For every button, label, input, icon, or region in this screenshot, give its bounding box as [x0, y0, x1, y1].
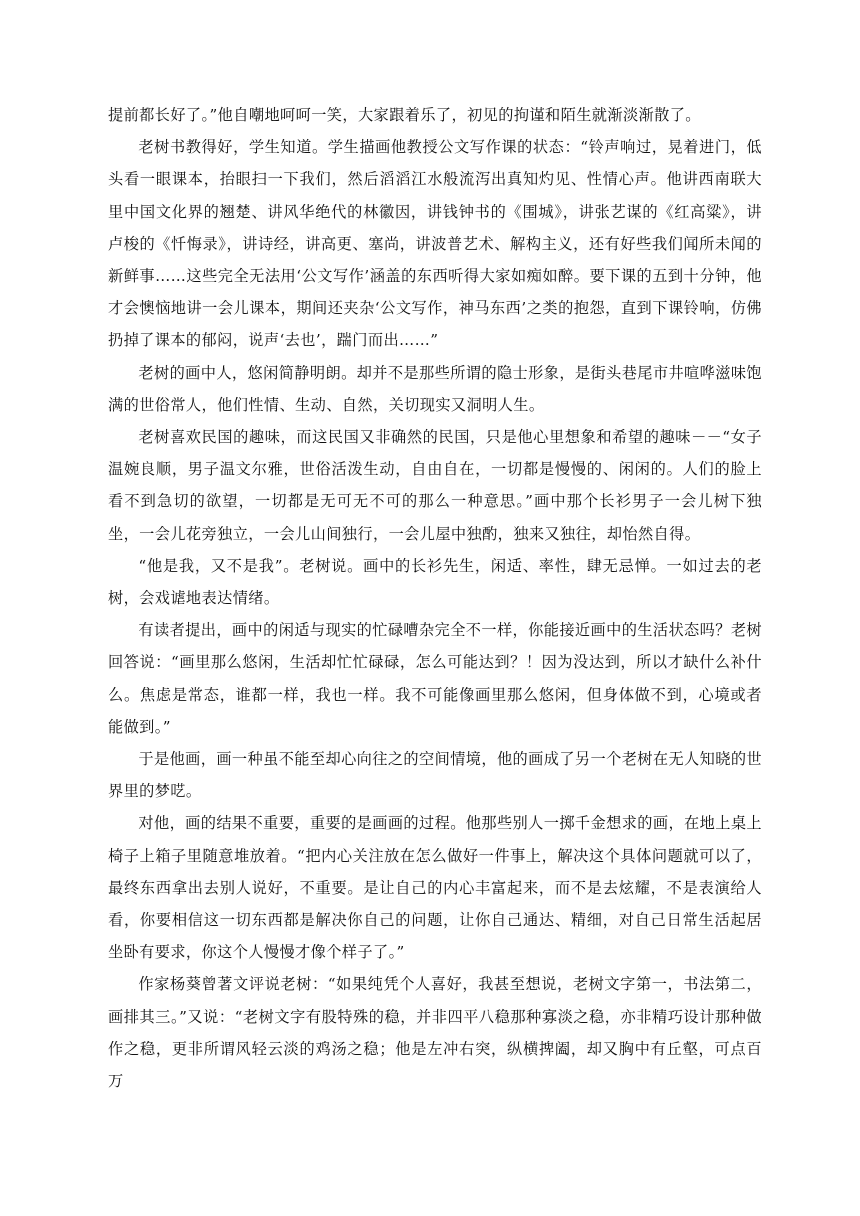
- paragraph-he-is-me: “他是我，又不是我”。老树说。画中的长衫先生，闲适、率性，肆无忌惮。一如过去的老树，会戏谑地表达情绪。: [108, 556, 762, 608]
- paragraph-republican-taste: 老树喜欢民国的趣味，而这民国又非确然的民国，只是他心里想象和希望的趣味－－“女子温婉良顺，男子温文尔雅，世俗活泼生动，自由自在，一切都是慢慢的、闲闲的。人们的脸上看不到急切的欲望，一切都是无可无不可的那么一种意思。”画中那个长衫男子一会儿树下独坐，一会儿花旁独立，一会儿山间独行，一会儿屋中独酌，独来又独往，却怡然自得。: [108, 428, 762, 543]
- paragraph-process-matters: 对他，画的结果不重要，重要的是画画的过程。他那些别人一掷千金想求的画，在地上桌上椅子上箱子里随意堆放着。“把内心关注放在怎么做好一件事上，解决这个具体问题就可以了，最终东西拿出去别人说好，不重要。是让自己的内心丰富起来，而不是去炫耀，不是表演给人看，你要相信这一切东西都是解决你自己的问题，让你自己通达、精细，对自己日常生活起居坐卧有要求，你这个人慢慢才像个样子了。”: [108, 814, 762, 962]
- paragraph-painting-dream: 于是他画，画一种虽不能至却心向往之的空间情境，他的画成了另一个老树在无人知晓的世界里的梦呓。: [108, 750, 762, 801]
- paragraph-yang-kui-review: 作家杨葵曾著文评说老树：“如果纯凭个人喜好，我甚至想说，老树文字第一，书法第二，画排其三。”又说：“老树文字有股特殊的稳，并非四平八稳那种寡淡之稳，亦非精巧设计那种做作之稳，更非所谓风轻云淡的鸡汤之稳；他是左冲右突，纵横捭阖，却又胸中有丘壑，可点百万: [108, 975, 762, 1091]
- paragraph-painted-figures: 老树的画中人，悠闲简静明朗。却并不是那些所谓的隐士形象，是街头巷尾市井喧哗滋味饱满的世俗常人，他们性情、生动、自然，关切现实又洞明人生。: [108, 363, 762, 414]
- article-body: [108, 99, 762, 1097]
- paragraph-teaching-style: 老树书教得好，学生知道。学生描画他教授公文写作课的状态：“铃声响过，晃着进门，低头看一眼课本，抬眼扫一下我们，然后滔滔江水般流泻出真知灼见、性情心声。他讲西南联大里中国文化界的翘楚、讲风华绝代的林徽因，讲钱钟书的《围城》，讲张艺谋的《红高粱》，讲卢梭的《忏悔录》，讲诗经，讲高更、塞尚，讲波普艺术、解构主义，还有好些我们闻所未闻的新鲜事……这些完全无法用‘公文写作’涵盖的东西听得大家如痴如醉。要下课的五到十分钟，他才会懊恼地讲一会儿课本，期间还夹杂‘公文写作，神马东西’之类的抱怨，直到下课铃响，仿佛扔掉了课本的郁闷，说声‘去也’，踹门而出……”: [108, 138, 762, 350]
- paragraph-reader-question: 有读者提出，画中的闲适与现实的忙碌嘈杂完全不一样，你能接近画中的生活状态吗？老树回答说：“画里那么悠闲，生活却忙忙碌碌，怎么可能达到？！因为没达到，所以才缺什么补什么。焦虑是常态，谁都一样，我也一样。我不可能像画里那么悠闲，但身体做不到，心境或者能做到。”: [108, 621, 762, 736]
- paragraph-continued-dialogue: 提前都长好了。”他自嘲地呵呵一笑，大家跟着乐了，初见的拘谨和陌生就渐淡渐散了。: [108, 106, 701, 124]
